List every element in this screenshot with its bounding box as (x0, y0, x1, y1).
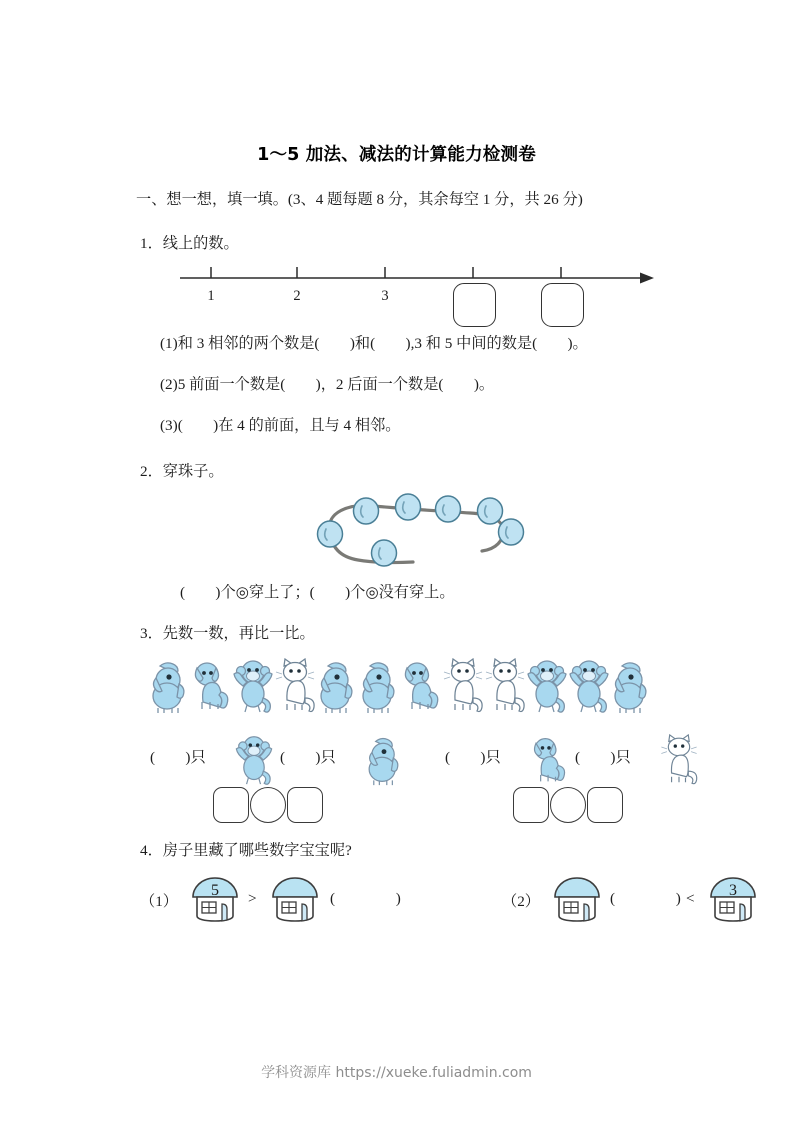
dog-icon (190, 658, 232, 714)
q4-item-1-index: （1） (140, 893, 178, 910)
house-icon-blank[interactable] (550, 872, 604, 926)
house-icon-with-3 (706, 872, 760, 926)
number-line-blank-box-1[interactable] (453, 283, 496, 327)
bead-string-svg (300, 487, 530, 572)
compare-box-left[interactable] (513, 787, 549, 823)
section-heading: 一、想一想，填一填。(3、4 题每题 8 分，其余每空 1 分，共 26 分) (136, 191, 583, 208)
house-value-label: 3 (729, 882, 737, 899)
count-blank-bird[interactable]: ( )只 (280, 749, 336, 766)
compare-box-group-2 (513, 787, 623, 823)
question-2-label: 2．穿珠子。 (140, 463, 224, 480)
cat-icon (659, 734, 699, 786)
question-3-count-row (150, 737, 690, 792)
number-line-label-3: 3 (381, 288, 389, 304)
q4-item-1-blank[interactable]: ( ) (330, 890, 401, 907)
dog-icon (400, 658, 442, 714)
number-line-label-1: 1 (207, 288, 215, 304)
cat-icon (442, 658, 484, 714)
count-blank-dog[interactable]: ( )只 (445, 749, 501, 766)
bird-icon (358, 658, 400, 714)
bird-icon (364, 734, 404, 786)
question-1-blank-2[interactable]: (2)5 前面一个数是( )，2 后面一个数是( )。 (160, 376, 495, 393)
compare-box-left[interactable] (213, 787, 249, 823)
compare-box-right[interactable] (587, 787, 623, 823)
count-blank-monkey[interactable]: ( )只 (150, 749, 206, 766)
q4-item-2-operator: < (686, 890, 695, 907)
question-3-label: 3．先数一数，再比一比。 (140, 625, 315, 642)
question-4-row (140, 872, 760, 934)
compare-operator-box[interactable] (250, 787, 286, 823)
page-title: 1～5 加法、减法的计算能力检测卷 (257, 145, 536, 165)
number-line-diagram (178, 258, 658, 328)
question-1-blank-3[interactable]: (3)( )在 4 的前面，且与 4 相邻。 (160, 417, 401, 434)
monkey-icon (234, 734, 274, 786)
monkey-icon (568, 658, 610, 714)
monkey-icon (232, 658, 274, 714)
bead-string-diagram (300, 487, 530, 572)
monkey-icon (526, 658, 568, 714)
cat-icon (484, 658, 526, 714)
bird-icon (148, 658, 190, 714)
number-line-blank-box-2[interactable] (541, 283, 584, 327)
question-1-blank-1[interactable]: (1)和 3 相邻的两个数是( )和( ),3 和 5 中间的数是( )。 (160, 335, 588, 352)
compare-operator-box[interactable] (550, 787, 586, 823)
q4-item-1-operator: > (248, 890, 257, 907)
dog-icon (529, 734, 569, 786)
house-icon-with-5 (188, 872, 242, 926)
house-icon-blank[interactable] (268, 872, 322, 926)
cat-icon (274, 658, 316, 714)
question-1-label: 1．线上的数。 (140, 235, 239, 252)
number-line-label-2: 2 (293, 288, 301, 304)
count-blank-cat[interactable]: ( )只 (575, 749, 631, 766)
question-2-answer-line[interactable]: ( )个◎穿上了；( )个◎没有穿上。 (180, 584, 455, 601)
footer-watermark: 学科资源库 https://xueke.fuliadmin.com (261, 1065, 532, 1081)
q4-item-2-blank[interactable]: ( ) (610, 890, 681, 907)
house-value-label: 5 (211, 882, 219, 899)
animal-sequence-row (148, 658, 648, 718)
bird-icon (316, 658, 358, 714)
bird-icon (610, 658, 652, 714)
compare-box-right[interactable] (287, 787, 323, 823)
q4-item-2-index: （2） (502, 893, 540, 910)
compare-box-group-1 (213, 787, 323, 823)
question-4-label: 4．房子里藏了哪些数字宝宝呢? (140, 842, 352, 859)
number-line-axis (178, 258, 658, 288)
